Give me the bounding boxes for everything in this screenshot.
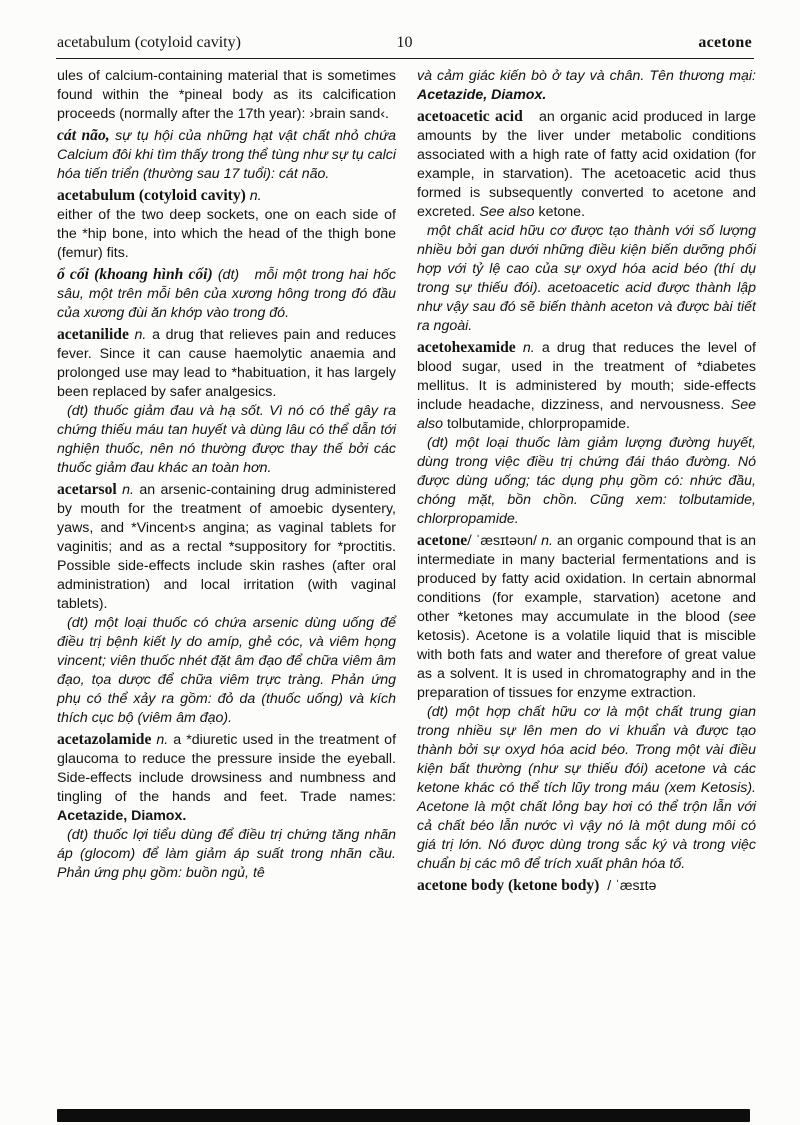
text-segment: n. (541, 533, 558, 549)
text-segment: an arsenic-containing drug administered by mouth for the treatment of amoebic dysentery, yaws, and *Vincent›s angina; as vaginal tablets for vaginitis; and as a rectal *suppository for *proctitis. Possible side-effects include skin rashes (after oral administration) and local irritation (with vaginal tablets). (57, 482, 396, 612)
text-segment: sự tụ hội của những hạt vật chất nhỏ chứa Calcium đôi khi tìm thấy trong thể tùng như sự tụ calci hóa tiến triển (thường sau 17 tuổi): cát não. (57, 128, 397, 182)
entry-headword: acetohexamide (417, 339, 523, 356)
text-segment: ules of calcium-containing material that is sometimes found within the *pineal body as its calcification proceeds (normally after the 17th year): ›brain sand‹. (57, 68, 396, 122)
text-segment: n. (122, 482, 140, 498)
text-segment: ketone. (534, 204, 586, 220)
text-segment: (dt) mỗi một trong hai hốc sâu, một trên mỗi bên của xương hông trong đó đầu của xương đùi ăn khớp vào trong đó. (57, 267, 396, 321)
text-segment: (dt) một loại thuốc làm giảm lượng đường huyết, dùng trong việc điều trị chứng đái tháo đường. Nó được dùng uống; tác dụng phụ gồm có: nhức đầu, chóng mặt, bồn chồn. Cũng xem: tolbutamide, chlorpropamide. (417, 435, 756, 527)
dictionary-block (57, 265, 396, 323)
dictionary-block (57, 402, 396, 478)
text-segment: either of the two deep sockets, one on each side of the *hip bone, into which the head of the thigh bone (femur) fits. (57, 207, 396, 261)
text-segment: ketosis). Acetone is a volatile liquid that is miscible with both fats and water and therefore of great value as a solvent. It is used in chromatography and in the preparation of tissues for enzyme extraction. (417, 628, 756, 701)
dictionary-columns (57, 67, 756, 896)
text-segment: một chất acid hữu cơ được tạo thành với số lượng nhiều bởi gan dưới những điều kiện biến dưỡng phối hợp với tỷ lệ cao của sự oxyd hóa acid béo (thí dụ trong sự thiếu đói). acetoacetic acid được thành lập như vậy sau đó sẽ biến thành aceton và được bài tiết ra ngoài. (417, 223, 756, 334)
dictionary-block (57, 614, 396, 728)
text-segment: See also (479, 204, 535, 220)
entry-headword: acetanilide (57, 326, 135, 343)
text-segment: (dt) một hợp chất hữu cơ là một chất trung gian trong nhiều sự lên men do vi khuẩn và được tạo thành bởi sự oxyd hóa acid béo. Trong một vài điều kiện bất thường (như sự thiếu đói) acetone và các ketone khác có thể tích lũy trong máu (xem Ketosis). Acetone là một chất lỏng bay hơi có thể trộn lẫn với cả chất béo lẫn nước vì vậy nó là một dung môi có giá trị lớn. Nó được dùng trong sắc ký và trong việc chuẩn bị các mô để trích xuất phân hóa tố. (417, 704, 756, 872)
page-header (57, 34, 752, 52)
entry-headword: acetabulum (cotyloid cavity) (57, 187, 250, 204)
text-segment: ˈæsɪtəʊn/ (471, 533, 542, 549)
entry-headword: acetoacetic acid (417, 108, 523, 125)
dictionary-block (417, 703, 756, 874)
entry-headword: acetarsol (57, 481, 123, 498)
text-segment: Acetazide, Diamox. (417, 87, 547, 103)
dictionary-block (417, 338, 756, 434)
text-segment: (dt) một loại thuốc có chứa arsenic dùng uống để điều trị bệnh kiết ly do amíp, ghẻ cóc, và viêm họng vincent; viên thuốc nhét đặt âm đạo để chữa viêm âm đạo, tọa dược để chữa viêm trực tràng. Phản ứng phụ có thể xảy ra gồm: đỏ da (thuốc uống) và kích thích cục bộ (viêm âm đạo). (57, 615, 396, 726)
text-segment: và cảm giác kiến bò ở tay và chân. Tên thương mại: (417, 68, 756, 84)
dictionary-block (57, 126, 396, 184)
text-segment: an organic compound that is an intermediate in many bacterial fermentations and is produced by fatty acid oxidation. In certain abnormal conditions (for example, starvation) acetone and other *ketones may accumulate in the blood ( (417, 533, 757, 625)
header-last-headword: acetone (698, 34, 752, 51)
text-segment: n. (156, 732, 174, 748)
text-segment: see (733, 609, 756, 625)
left-column (57, 67, 396, 896)
dictionary-block (417, 107, 756, 222)
header-first-headword: acetabulum (cotyloid cavity) (57, 34, 241, 51)
dictionary-block (417, 67, 756, 105)
dictionary-block (57, 826, 396, 883)
entry-headword: cát não, (57, 127, 116, 144)
text-segment: a drug that relieves pain and reduces fever. Since it can cause haemolytic anaemia and prolonged use may lead to *habituation, it has largely been replaced by safer analgesics. (57, 327, 396, 400)
text-segment: n. (134, 327, 153, 343)
text-segment: a *diuretic used in the treatment of glaucoma to reduce the pressure inside the eyeball. Side-effects include drowsiness and numbness and tingling of the hands and feet. Trade names: (57, 732, 397, 805)
text-segment: tolbutamide, chlorpropamide. (443, 416, 630, 432)
text-segment: (dt) thuốc lợi tiểu dùng để điều trị chứng tăng nhãn áp (glocom) để làm giảm áp suất trong nhãn cầu. Phản ứng phụ gồm: buồn ngủ, tê (57, 827, 396, 881)
dictionary-block (417, 222, 756, 336)
dictionary-block (417, 434, 756, 529)
text-segment: / ˈæsɪtə (599, 878, 657, 894)
dictionary-block (57, 67, 396, 124)
dictionary-block (57, 480, 396, 614)
dictionary-block (57, 186, 396, 263)
entry-headword: acetone body (ketone body) (417, 877, 600, 894)
text-segment: n. (249, 188, 262, 204)
entry-headword: acetazolamide (57, 731, 157, 748)
text-segment: (dt) thuốc giảm đau và hạ sốt. Vì nó có thể gây ra chứng thiếu máu tan huyết và dùng lâu có thể dẫn tới nghiện thuốc, nên nó thường được thay thế bởi các thuốc giảm đau khác an toàn hơn. (57, 403, 396, 476)
entry-headword: acetone/ (417, 532, 472, 549)
text-segment: Acetazide, Diamox. (57, 808, 187, 824)
page-bottom-scan-edge (57, 1109, 750, 1122)
dictionary-block (417, 876, 756, 896)
text-segment: See also (417, 397, 756, 432)
header-divider (56, 58, 754, 59)
dictionary-block (57, 730, 396, 826)
right-column (417, 67, 756, 896)
dictionary-block (57, 325, 396, 402)
page-number: 10 (396, 34, 413, 51)
text-segment: a drug that reduces the level of blood sugar, used in the treatment of *diabetes mellitus. It is administered by mouth; side-effects include headache, dizziness, and nervousness. (417, 340, 756, 413)
text-segment: an organic acid produced in large amounts by the liver under metabolic conditions associated with a high rate of fatty acid oxidation (for example, in starvation). The acetoacetic acid thus formed is subsequently converted to acetone and excreted. (417, 109, 757, 220)
text-segment: n. (522, 340, 542, 356)
dictionary-block (417, 531, 756, 703)
entry-headword: ổ cối (khoang hình cối) (57, 266, 218, 283)
